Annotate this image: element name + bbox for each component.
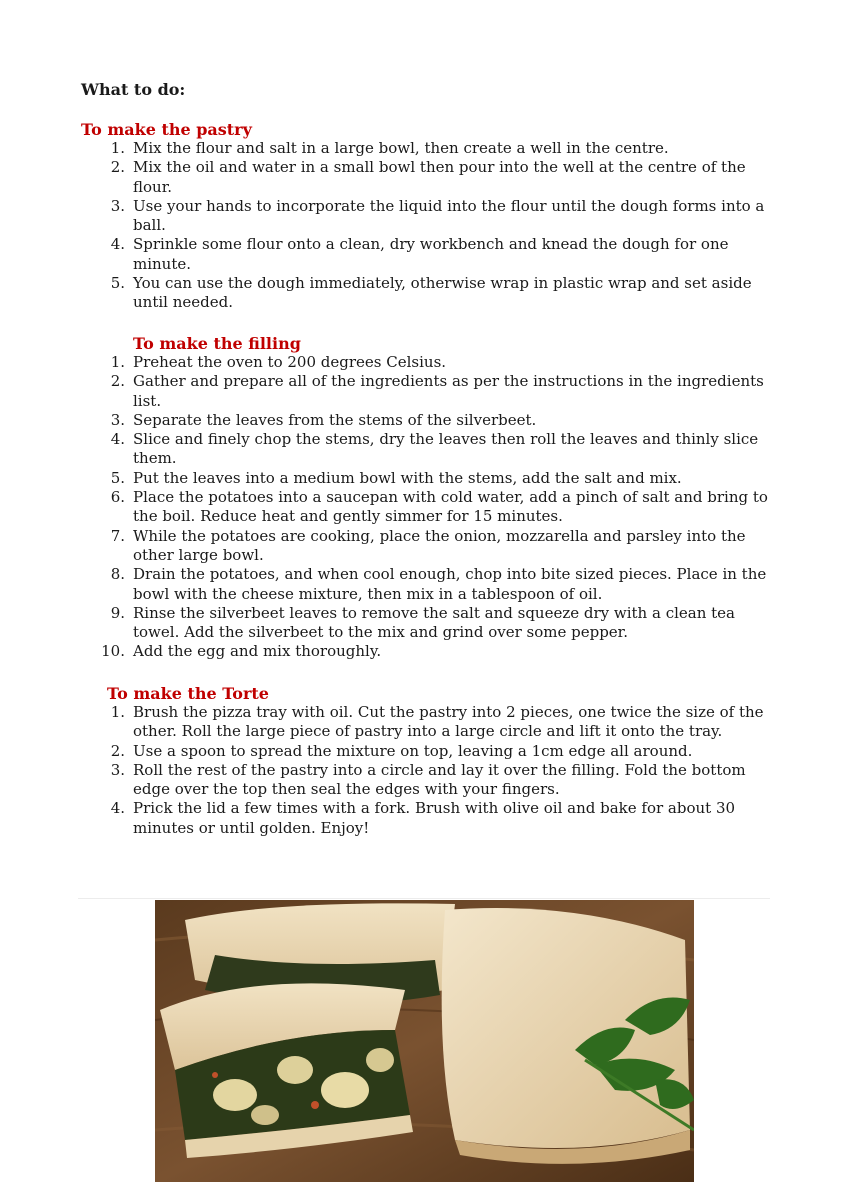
step-number: 1. <box>110 139 125 157</box>
step-number: 2. <box>110 158 125 177</box>
step-text: Roll the rest of the pastry into a circle and lay it over the filling. Fold the bottom edge over the top then seal the edges with your fingers. <box>133 760 746 799</box>
page-heading: What to do: <box>81 80 186 99</box>
step-item <box>81 372 781 411</box>
section-title-torte: To make the Torte <box>107 684 269 703</box>
step-number: 3. <box>110 760 125 779</box>
step-number: 2. <box>110 741 125 760</box>
step-item <box>81 604 781 643</box>
step-text: Separate the leaves from the stems of the silverbeet. <box>133 410 537 429</box>
step-item <box>81 488 781 527</box>
step-item <box>81 430 781 469</box>
step-text: Brush the pizza tray with oil. Cut the pastry into 2 pieces, one twice the size of the other. Roll the large piece of pastry into a large circle and lift it onto the tray. <box>133 703 764 741</box>
step-number: 7. <box>110 526 125 545</box>
step-number: 4. <box>110 430 125 449</box>
step-number: 5. <box>110 468 125 487</box>
step-item <box>81 761 781 800</box>
step-item <box>81 565 781 604</box>
pastry-steps-list <box>81 139 781 313</box>
filling-steps-list <box>81 353 781 662</box>
step-item <box>81 799 781 838</box>
step-item <box>81 235 781 274</box>
step-text: Use a spoon to spread the mixture on top, leaving a 1cm edge all around. <box>133 741 693 760</box>
step-text: Add the egg and mix thoroughly. <box>133 642 382 661</box>
step-number: 8. <box>110 565 125 584</box>
step-text: You can use the dough immediately, otherwise wrap in plastic wrap and set aside until needed. <box>133 274 752 312</box>
step-number: 2. <box>110 372 125 391</box>
step-number: 5. <box>110 274 125 293</box>
step-number: 3. <box>110 196 125 215</box>
step-number: 10. <box>101 642 125 661</box>
torte-photo-illustration <box>155 900 694 1182</box>
step-number: 1. <box>110 353 125 371</box>
step-text: Sprinkle some flour onto a clean, dry workbench and knead the dough for one minute. <box>133 235 729 273</box>
step-item <box>81 742 781 761</box>
step-number: 3. <box>110 410 125 429</box>
step-item <box>81 469 781 488</box>
step-item <box>81 139 781 158</box>
step-text: Slice and finely chop the stems, dry the leaves then roll the leaves and thinly slice them. <box>133 430 759 468</box>
step-number: 4. <box>110 799 125 818</box>
step-text: Rinse the silverbeet leaves to remove the salt and squeeze dry with a clean tea towel. Add the silverbeet to the mix and grind over some pepper. <box>133 603 735 642</box>
step-text: Use your hands to incorporate the liquid into the flour until the dough forms into a ball. <box>133 196 765 235</box>
step-text: Gather and prepare all of the ingredients as per the instructions in the ingredients list. <box>133 372 764 410</box>
step-text: Put the leaves into a medium bowl with the stems, add the salt and mix. <box>133 468 682 487</box>
step-item <box>81 527 781 566</box>
step-item <box>81 197 781 236</box>
step-text: Mix the oil and water in a small bowl then pour into the well at the centre of the flour. <box>133 158 746 196</box>
step-text: Mix the flour and salt in a large bowl, then create a well in the centre. <box>133 139 669 157</box>
section-title-filling: To make the filling <box>133 334 301 353</box>
step-number: 1. <box>110 703 125 721</box>
step-number: 4. <box>110 235 125 254</box>
step-item <box>81 642 781 661</box>
step-text: Preheat the oven to 200 degrees Celsius. <box>133 353 447 371</box>
step-item <box>81 411 781 430</box>
step-text: While the potatoes are cooking, place the onion, mozzarella and parsley into the other large bowl. <box>133 526 746 564</box>
step-text: Drain the potatoes, and when cool enough, chop into bite sized pieces. Place in the bowl with the cheese mixture, then mix in a tablespoon of oil. <box>133 565 767 603</box>
step-number: 6. <box>110 488 125 507</box>
torte-steps-list <box>81 703 781 838</box>
section-title-pastry: To make the pastry <box>81 120 252 139</box>
step-text: Place the potatoes into a saucepan with cold water, add a pinch of salt and bring to the boil. Reduce heat and gently simmer for 15 minutes. <box>133 488 768 526</box>
divider <box>78 898 770 899</box>
step-item <box>81 353 781 372</box>
step-item <box>81 158 781 197</box>
step-item <box>81 703 781 742</box>
step-item <box>81 274 781 313</box>
torte-photo <box>155 900 694 1182</box>
step-text: Prick the lid a few times with a fork. Brush with olive oil and bake for about 30 minutes or until golden. Enjoy! <box>133 799 736 837</box>
step-number: 9. <box>110 603 125 622</box>
